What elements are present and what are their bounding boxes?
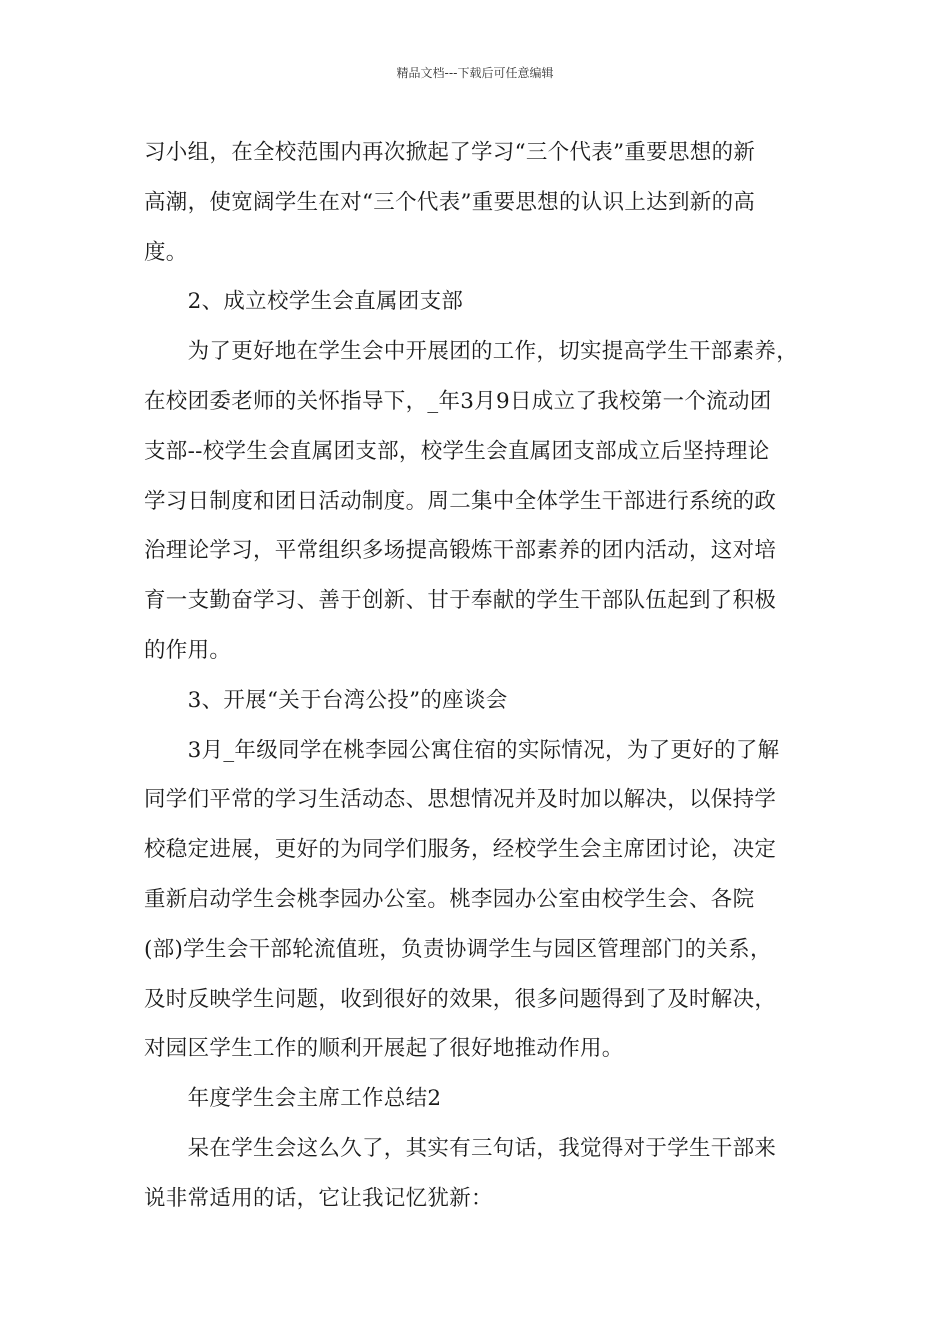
text-line: 校稳定进展，更好的为同学们服务，经校学生会主席团讨论，决定 bbox=[144, 837, 777, 863]
text-line: 重新启动学生会桃李园办公室。桃李园办公室由校学生会、各院 bbox=[144, 886, 755, 912]
text-line: 度。 bbox=[144, 239, 188, 265]
text-line: 为了更好地在学生会中开展团的工作，切实提高学生干部素养， bbox=[144, 339, 799, 365]
text-line: 同学们平常的学习生活动态、思想情况并及时加以解决，以保持学 bbox=[144, 787, 777, 813]
text-line: 3月_年级同学在桃李园公寓住宿的实际情况，为了更好的了解 bbox=[144, 737, 780, 763]
text-line: 育一支勤奋学习、善于创新、甘于奉献的学生干部队伍起到了积极 bbox=[144, 588, 777, 614]
text-line: 高潮，使宽阔学生在对“三个代表”重要思想的认识上达到新的高 bbox=[144, 189, 756, 215]
text-line: 说非常适用的话，它让我记忆犹新： bbox=[144, 1185, 493, 1211]
text-line: 治理论学习，平常组织多场提高锻炼干部素养的团内活动，这对培 bbox=[144, 538, 777, 564]
text-line: 学习日制度和团日活动制度。周二集中全体学生干部进行系统的政 bbox=[144, 488, 777, 514]
text-line: 及时反映学生问题，收到很好的效果，很多问题得到了及时解决， bbox=[144, 986, 777, 1012]
page-header: 精品文档---下载后可任意编辑 bbox=[396, 66, 554, 80]
section-heading: 年度学生会主席工作总结2 bbox=[144, 1086, 442, 1112]
text-line: 呆在学生会这么久了，其实有三句话，我觉得对于学生干部来 bbox=[144, 1135, 777, 1161]
text-line: 在校团委老师的关怀指导下，_年3月9日成立了我校第一个流动团 bbox=[144, 388, 772, 414]
text-line: (部)学生会干部轮流值班，负责协调学生与园区管理部门的关系， bbox=[144, 936, 772, 962]
document-body bbox=[144, 128, 809, 1224]
text-line: 的作用。 bbox=[144, 637, 232, 663]
section-heading: 2、成立校学生会直属团支部 bbox=[144, 289, 464, 315]
text-line: 习小组，在全校范围内再次掀起了学习“三个代表”重要思想的新 bbox=[144, 140, 756, 165]
section-heading: 3、开展“关于台湾公投”的座谈会 bbox=[144, 687, 508, 713]
text-line: 支部--校学生会直属团支部，校学生会直属团支部成立后坚持理论 bbox=[144, 438, 770, 464]
text-line: 对园区学生工作的顺利开展起了很好地推动作用。 bbox=[144, 1036, 624, 1062]
